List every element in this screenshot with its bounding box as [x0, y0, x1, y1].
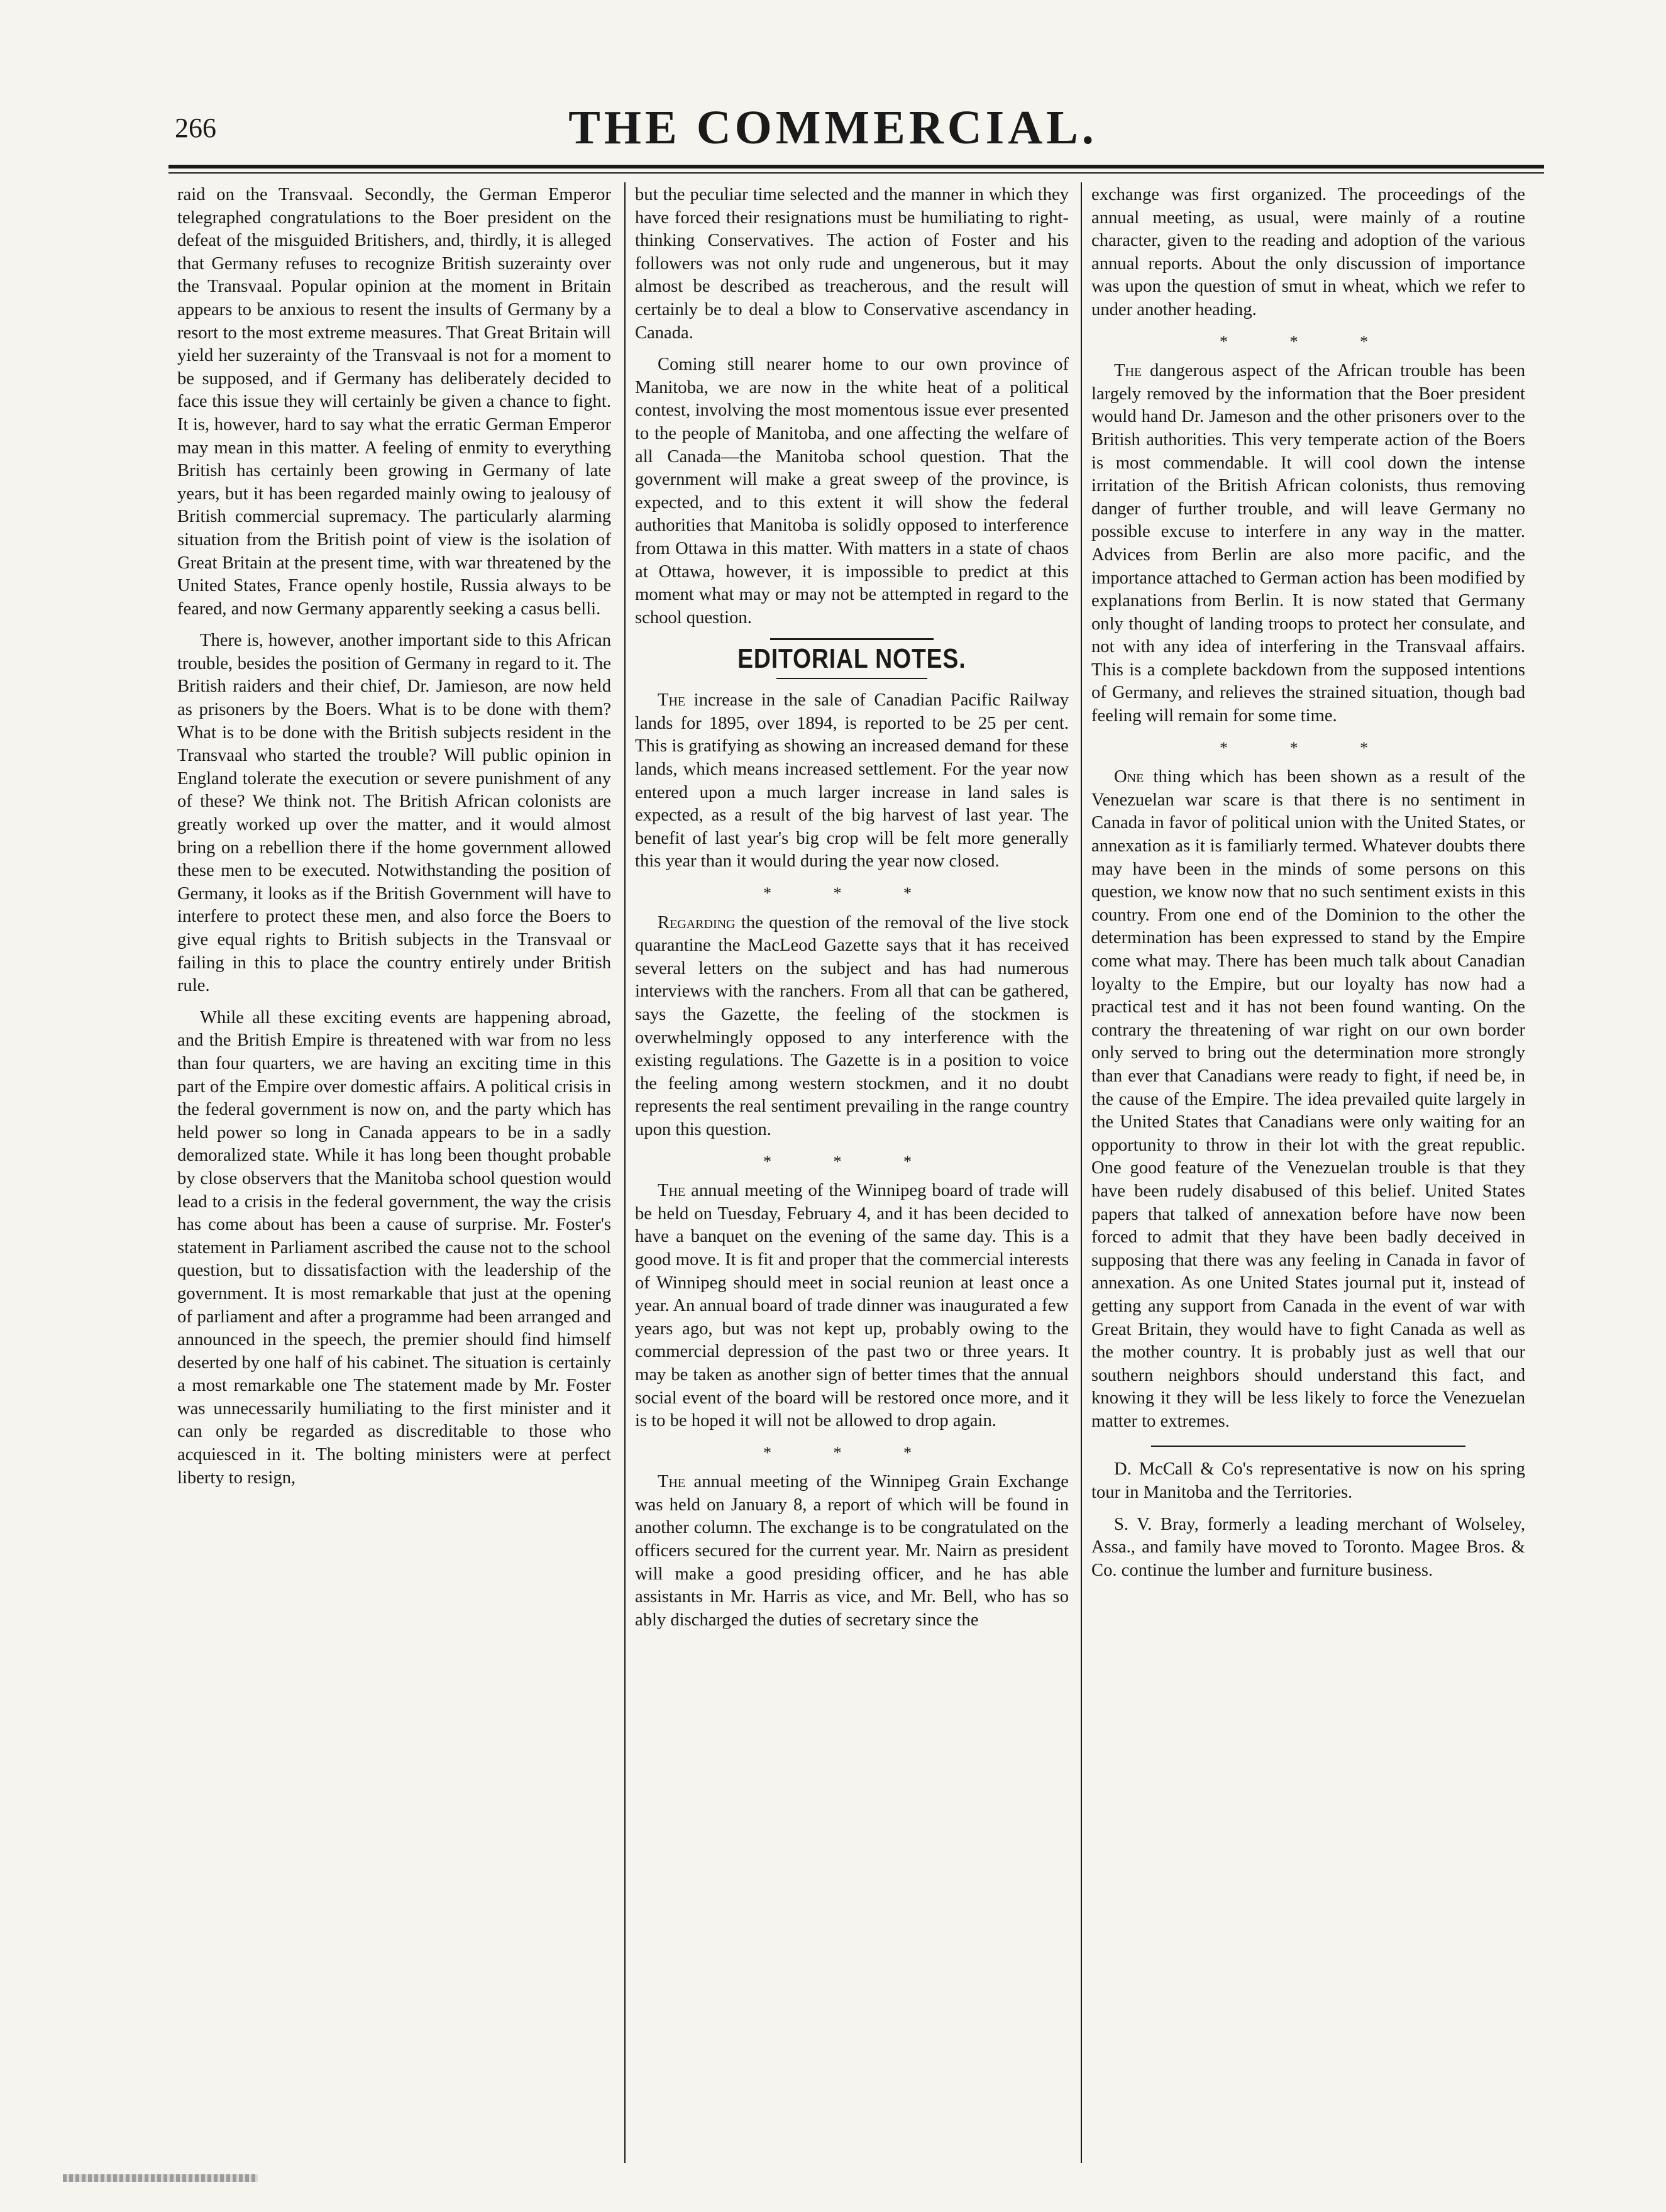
brief-item: D. McCall & Co's representative is now on his spring tour in Manitoba and the Territories.: [1091, 1459, 1525, 1503]
note-lead: The: [658, 1181, 686, 1201]
note-lead: The: [1114, 361, 1142, 381]
editorial-note: [1091, 360, 1525, 728]
editorial-note: [635, 912, 1069, 1142]
note-text: the question of the removal of the live stock quarantine the MacLeod Gazette says that it has received several letters on the subject and has had numerous interviews with the ranchers. From all that can be gathered, says the Gazette, the feeling of the stockmen is overwhelmingly opposed to any interference with the existing regulations. The Gazette is in a position to voice the feeling among western stockmen, and it no doubt represents the real sentiment prevailing in the range country upon this question.: [635, 912, 1069, 1139]
article-paragraph: Coming still nearer home to our own province of Manitoba, we are now in the white heat of a political contest, involving the most momentous issue ever presented to the people of Manitoba, and one affecting the welfare of all Canada—the Manitoba school question. That the government will make a great sweep of the province, is expected, and to this extent it will show the federal authorities that Manitoba is solidly opposed to interference from Ottawa in this matter. With matters in a state of chaos at Ottawa, however, it is impossible to predict at this moment what may or may not be attempted in regard to the school question.: [635, 355, 1069, 628]
editorial-note: [635, 1471, 1069, 1632]
section-heading: EDITORIAL NOTES.: [737, 643, 966, 675]
brief-items: [1091, 1458, 1525, 1582]
note-text: thing which has been shown as a result of the Venezuelan war scare is that there is no sentiment in Canada in favor of political union with the United States, or annexation as it is familiarly termed. Whatever doubts there may have been in the minds of some persons on this question, we know now that no such sentiment exists in this country. From one end of the Dominion to the other the determination has been expressed to stand by the Empire come what may. There has been much talk about Canadian loyalty to the Empire, but our loyalty has now had a practical test and it has not been found wanting. On the contrary the threatening of war right on our own border only served to bring out the determination more strongly than ever that Canadians were ready to fight, if need be, in the cause of the Empire. The idea prevailed quite largely in the United States that Canadians were only waiting for an opportunity to throw in their lot with the great republic. One good feature of the Venezuelan trouble is that they have been rudely disabused of this belief. United States papers that talked of annexation before have now been forced to admit that they have been badly deceived in supposing that there was any feeling in Canada in favor of annexation. As one United States journal put it, instead of getting any support from Canada in the event of war with Great Britain, they would have to fight Canada as well as the mother country. It is probably just as well that our southern neighbors should understand this fact, and knowing it they will be less likely to force the Venezuelan matter to extremes.: [1091, 767, 1525, 1431]
note-lead: One: [1114, 767, 1144, 787]
section-heading-block: [635, 638, 1069, 679]
column-divider: [1081, 182, 1082, 2163]
note-text: dangerous aspect of the African trouble has been largely removed by the information that the Boer president would hand Dr. Jameson and the other prisoners over to the British authorities. This very temperate action of the Boers is most commendable. It will cool down the intense irritation of the British African colonists, thus removing danger of further trouble, and will leave Germany no possible excuse to interfere in any way in the matter. Advices from Berlin are also more pacific, and the importance attached to German action has been modified by explanations from Berlin. It is now stated that Germany only thought of landing troops to protect her consulate, and not with any idea of interfering in the Transvaal affairs. This is a complete backdown from the supposed intentions of Germany, and relieves the strained situation, though bad feeling will remain for some time.: [1091, 361, 1525, 726]
header-rule-thin: [168, 172, 1544, 174]
brief-item: S. V. Bray, formerly a leading merchant of Wolseley, Assa., and family have moved to Toronto. Magee Bros. & Co. continue the lumber and furniture business.: [1091, 1514, 1525, 1580]
header-rule-thick: [168, 165, 1544, 169]
article-paragraph: exchange was first organized. The proceedings of the annual meeting, as usual, were mainly of a routine character, given to the reading and adoption of the various annual reports. About the only discussion of importance was upon the question of smut in wheat, which we refer to under another heading.: [1091, 185, 1525, 319]
article-paragraph: raid on the Transvaal. Secondly, the German Emperor telegraphed congratulations to the Boer president on the defeat of the misguided Britishers, and, thirdly, it is alleged that Germany refuses to recognize British suzerainty over the Transvaal. Popular opinion at the moment in Britain appears to be anxious to resent the insults of Germany by a resort to the most extreme measures. That Great Britain will yield her suzerainty of the Transvaal is not for a moment to be supposed, and if Germany has deliberately decided to face this issue they will certainly be given a chance to fight. It is, however, hard to say what the erratic German Emperor may mean in this matter. A feeling of enmity to everything British has certainly been growing in Germany of late years, but it has been regarded mainly owing to jealousy of British commercial supremacy. The particularly alarming situation from the British point of view is the isolation of Great Britain at the present time, with war threatened by the United States, France openly hostile, Russia always to be feared, and now Germany apparently seeking a casus belli.: [177, 185, 611, 619]
editorial-note: [635, 689, 1069, 873]
star-separator: * * *: [1220, 738, 1397, 757]
masthead-title: THE COMMERCIAL.: [568, 101, 1098, 154]
print-smudge: [63, 2174, 258, 2182]
column-divider: [624, 182, 626, 2163]
editorial-note: [635, 1180, 1069, 1433]
heading-rule: [776, 678, 927, 679]
article-paragraph: There is, however, another important side to this African trouble, besides the position of Germany in regard to it. The British raiders and their chief, Dr. Jamieson, are now held as prisoners by the Boers. What is to be done with them? What is to be done with the British subjects resident in the Transvaal who started the trouble? Will public opinion in England tolerate the execution or severe punishment of any of these? We think not. The British African colonists are greatly worked up over the matter, and it would almost bring on a rebellion there if the home government allowed these men to be executed. Notwithstanding the position of Germany, it looks as if the British Government will have to interfere to protect these men, and also force the Boers to give equal rights to British subjects in the Transvaal or failing in this to place the country entirely under British rule.: [177, 631, 611, 996]
star-separator: * * *: [763, 1152, 941, 1171]
heading-rule: [770, 638, 934, 640]
column-2: [635, 184, 1069, 1640]
page-number: 266: [175, 113, 216, 143]
article-paragraph: While all these exciting events are happening abroad, and the British Empire is threatened with war from no less than four quarters, we are having an exciting time in this part of the Empire over domestic affairs. A political crisis in the federal government is now on, and the party which has held power so long in Canada appears to be in a sadly demoralized state. While it has long been thought probable by close observers that the Manitoba school question would lead to a crisis in the federal government, the way the crisis has come about has been a cause of surprise. Mr. Foster's statement in Parliament ascribed the cause not to the school question, but to dissatisfaction with the leadership of the government. It is most remarkable that just at the opening of parliament and after a programme had been arranged and announced in the speech, the premier should find himself deserted by one half of his cabinet. The situation is certainly a most remarkable one The statement made by Mr. Foster was unnecessarily humiliating to the first minister and it can only be regarded as discreditable to those who acquiesced in it. The bolting ministers were at perfect liberty to resign,: [177, 1007, 611, 1488]
star-separator: * * *: [763, 1443, 941, 1462]
note-lead: The: [658, 1472, 686, 1492]
note-lead: Regarding: [658, 912, 736, 932]
note-lead: The: [658, 690, 686, 711]
editorial-note: [1091, 766, 1525, 1433]
article-paragraph: but the peculiar time selected and the manner in which they have forced their resignations must be humiliating to right-thinking Conservatives. The action of Foster and his followers was not only rude and ungenerous, but it may almost be described as treacherous, and the result will certainly be to deal a blow to Conservative ascendancy in Canada.: [635, 185, 1069, 343]
star-separator: * * *: [763, 884, 941, 903]
note-text: increase in the sale of Canadian Pacific Railway lands for 1895, over 1894, is reported to be 25 per cent. This is gratifying as showing an increased demand for these lands, which means increased settlement. For the year now entered upon a much larger increase in land sales is expected, as a result of the big harvest of last year. The benefit of last year's big crop will be felt more generally this year than it would during the year now closed.: [635, 690, 1069, 871]
section-rule: [1151, 1446, 1465, 1447]
star-separator: * * *: [1220, 332, 1397, 351]
note-text: annual meeting of the Winnipeg Grain Exchange was held on January 8, a report of which will be found in another column. The exchange is to be congratulated on the officers secured for the current year. Mr. Nairn as president will make a good presiding officer, and he has able assistants in Mr. Harris as vice, and Mr. Bell, who has so ably discharged the duties of secretary since the: [635, 1472, 1069, 1630]
column-1: [177, 184, 611, 1498]
column-3: [1091, 184, 1525, 1591]
note-text: annual meeting of the Winnipeg board of trade will be held on Tuesday, February 4, and it has been decided to have a banquet on the evening of the same day. This is a good move. It is fit and proper that the commercial interests of Winnipeg should meet in social reunion at least once a year. An annual board of trade dinner was inaugurated a few years ago, but was not kept up, probably owing to the commercial depression of the past two or three years. It may be taken as another sign of better times that the annual social event of the board will be restored once more, and it is to be hoped it will not be allowed to drop again.: [635, 1181, 1069, 1431]
